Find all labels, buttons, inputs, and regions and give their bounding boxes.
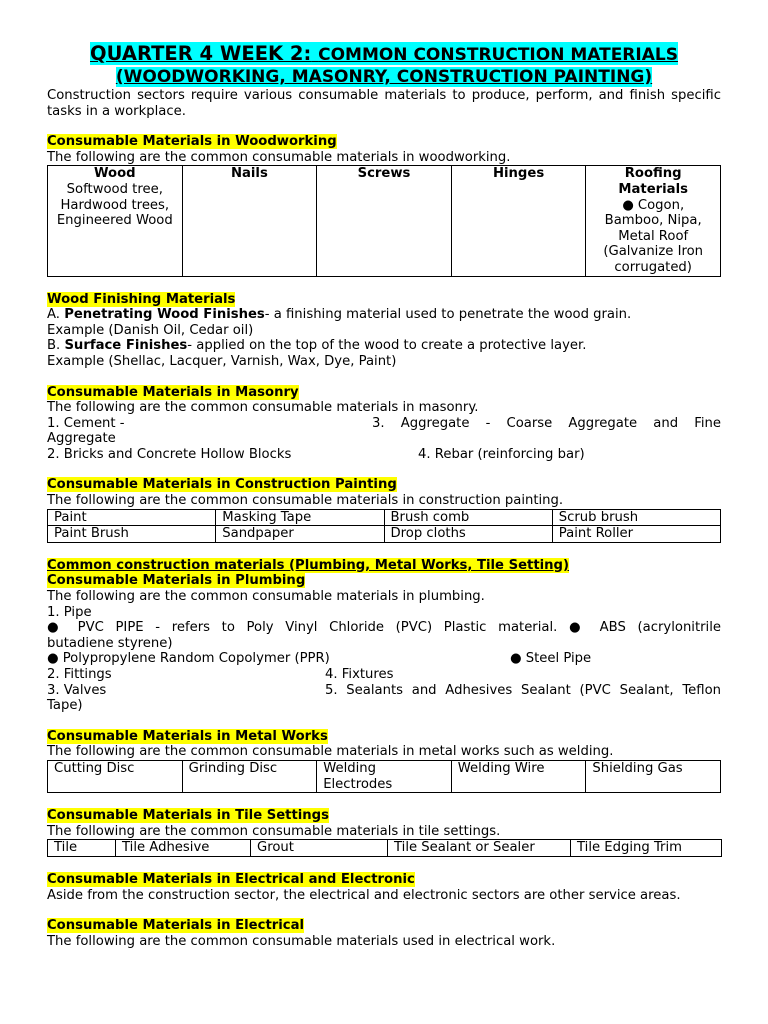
metal-heading: Consumable Materials in Metal Works <box>47 728 328 744</box>
masonry-desc: The following are the common consumable materials in masonry. <box>47 400 479 416</box>
list-item: ● Steel Pipe <box>510 651 592 667</box>
table-cell: Scrub brush <box>552 509 720 526</box>
table-cell: Welding Electrodes <box>317 760 452 792</box>
list-item: 2. Bricks and Concrete Hollow Blocks <box>47 446 292 462</box>
painting-table <box>47 509 721 543</box>
tile-table <box>47 839 722 857</box>
finishing-a: A. Penetrating Wood Finishes- a finishing material used to penetrate the wood grain. <box>47 307 632 323</box>
table-cell: Cutting Disc <box>48 760 183 792</box>
document-title <box>47 42 721 88</box>
finishing-b-example: Example (Shellac, Lacquer, Varnish, Wax, Dye, Paint) <box>47 353 397 369</box>
table-cell: Paint Roller <box>552 526 720 543</box>
plumbing-heading: Consumable Materials in Plumbing <box>47 573 306 589</box>
table-cell: Tile <box>48 840 116 857</box>
list-item: ● Polypropylene Random Copolymer (PPR) <box>47 651 330 667</box>
masonry-heading: Consumable Materials in Masonry <box>47 384 299 400</box>
painting-section <box>47 477 721 542</box>
table-cell: Tile Adhesive <box>116 840 251 857</box>
electronic-desc: Aside from the construction sector, the electrical and electronic sectors are other service areas. <box>47 887 681 903</box>
tile-section <box>47 808 721 857</box>
intro-paragraph: Construction sectors require various consumable materials to produce, perform, and finish specific tasks in a workplace. <box>47 88 721 119</box>
electrical-desc: The following are the common consumable materials used in electrical work. <box>47 933 556 949</box>
table-row <box>48 760 721 792</box>
list-item: 4. Rebar (reinforcing bar) <box>418 446 585 462</box>
list-item: butadiene styrene) <box>47 635 173 651</box>
electrical-section <box>47 918 721 949</box>
list-item: 1. Cement - <box>47 415 125 431</box>
electronic-heading: Consumable Materials in Electrical and Electronic <box>47 871 415 887</box>
metal-desc: The following are the common consumable materials in metal works such as welding. <box>47 744 614 760</box>
document-page <box>47 0 721 949</box>
table-cell: Sandpaper <box>216 526 384 543</box>
tile-heading: Consumable Materials in Tile Settings <box>47 808 329 824</box>
common-heading: Common construction materials (Plumbing, Metal Works, Tile Setting) <box>47 557 569 573</box>
table-cell: Wood Softwood tree, Hardwood trees, Engineered Wood <box>48 166 183 276</box>
finishing-a-example: Example (Danish Oil, Cedar oil) <box>47 322 254 338</box>
tile-desc: The following are the common consumable materials in tile settings. <box>47 823 501 839</box>
finishing-heading: Wood Finishing Materials <box>47 291 236 307</box>
table-cell: Paint <box>48 509 216 526</box>
title-line2: (WOODWORKING, MASONRY, CONSTRUCTION PAINTING) <box>115 67 653 87</box>
woodworking-section <box>47 134 721 276</box>
electrical-heading: Consumable Materials in Electrical <box>47 918 305 934</box>
table-cell: Grinding Disc <box>182 760 317 792</box>
finishing-b: B. Surface Finishes- applied on the top of the wood to create a protective layer. <box>47 338 587 354</box>
plumbing-desc: The following are the common consumable materials in plumbing. <box>47 589 485 605</box>
woodworking-desc: The following are the common consumable materials in woodworking. <box>47 149 511 165</box>
finishing-section <box>47 292 721 370</box>
table-cell: Hinges <box>451 166 586 276</box>
list-item: 3. Valves <box>47 682 107 698</box>
list-item: ● PVC PIPE - refers to Poly Vinyl Chloride (PVC) Plastic material. ● ABS (acrylonitrile <box>47 620 721 636</box>
table-cell: Masking Tape <box>216 509 384 526</box>
painting-heading: Consumable Materials in Construction Painting <box>47 477 397 493</box>
table-cell: Grout <box>251 840 388 857</box>
table-cell: Screws <box>317 166 452 276</box>
table-cell: Nails <box>182 166 317 276</box>
metal-table <box>47 760 721 793</box>
plumbing-section <box>47 558 721 714</box>
title-main: COMMON CONSTRUCTION MATERIALS <box>318 45 678 65</box>
table-cell: Roofing Materials ● Cogon, Bamboo, Nipa, Metal Roof (Galvanize Iron corrugated) <box>586 166 721 276</box>
table-cell: Brush comb <box>384 509 552 526</box>
painting-desc: The following are the common consumable materials in construction painting. <box>47 493 564 509</box>
list-item: 4. Fixtures <box>325 667 394 682</box>
masonry-section <box>47 385 721 463</box>
woodworking-table <box>47 165 721 276</box>
table-row <box>48 840 722 857</box>
list-item: Aggregate <box>47 431 116 447</box>
table-cell: Drop cloths <box>384 526 552 543</box>
woodworking-heading: Consumable Materials in Woodworking <box>47 134 337 150</box>
electronic-section <box>47 872 721 903</box>
table-cell: Paint Brush <box>48 526 216 543</box>
table-row <box>48 509 721 526</box>
list-item: 5. Sealants and Adhesives Sealant (PVC Sealant, Teflon <box>325 682 721 698</box>
list-item: 2. Fittings <box>47 667 112 682</box>
table-row <box>48 526 721 543</box>
list-item: 1. Pipe <box>47 604 92 620</box>
table-cell: Tile Sealant or Sealer <box>388 840 571 857</box>
table-cell: Tile Edging Trim <box>571 840 722 857</box>
metal-section <box>47 729 721 793</box>
title-prefix: QUARTER 4 WEEK 2: <box>90 42 312 65</box>
list-item: 3. Aggregate - Coarse Aggregate and Fine <box>372 415 721 431</box>
list-item: Tape) <box>47 698 83 714</box>
table-cell: Welding Wire <box>451 760 586 792</box>
table-cell: Shielding Gas <box>586 760 721 792</box>
